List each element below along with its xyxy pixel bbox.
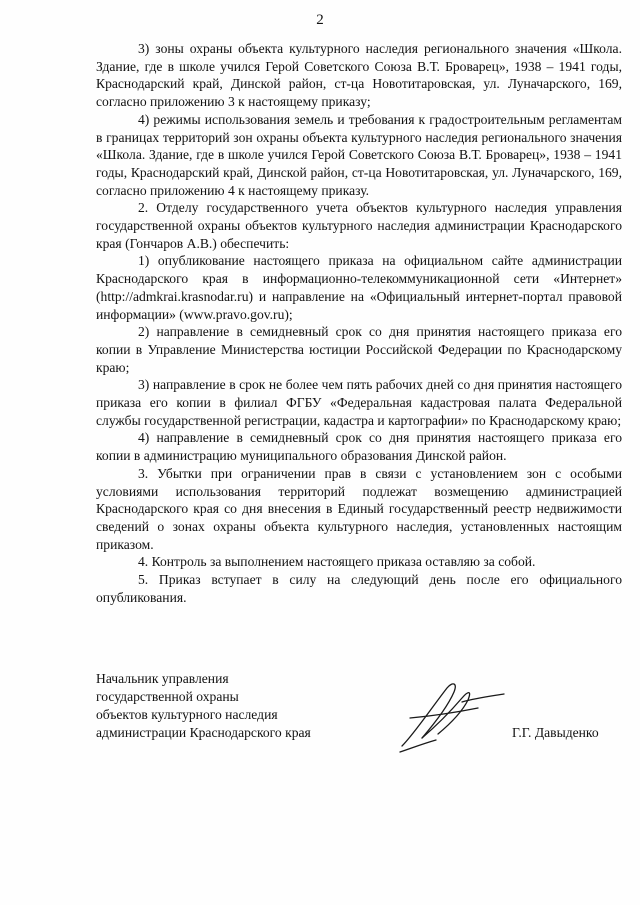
document-body xyxy=(96,40,622,607)
paragraph-publication: 1) опубликование настоящего приказа на официальном сайте администрации Краснодарского края в информационно-телекоммуникационной сети «Интернет» (http://admkrai.krasnodar.ru) и направление на «Официальный интернет-портал правовой информации» (www.pravo.gov.ru); xyxy=(96,253,622,322)
paragraph-justice-ministry: 2) направление в семидневный срок со дня принятия настоящего приказа его копии в Управление Министерства юстиции Российской Федерации по Краснодарскому краю; xyxy=(96,324,622,375)
paragraph-control: 4. Контроль за выполнением настоящего приказа оставляю за собой. xyxy=(138,554,536,570)
signer-title-line: Начальник управления xyxy=(96,671,229,686)
paragraph-land-use-regimes: 4) режимы использования земель и требования к градостроительным регламентам в границах территорий зон охраны объекта культурного наследия регионального значения «Школа. Здание, где в школе учился Герой Советского Союза В.Т. Броварец», 1938 – 1941 годы, Краснодарский край, Динской район, ст-ца Новотитаровская, ул. Луначарского, 169, согласно приложению 4 к настоящему приказу. xyxy=(96,111,622,198)
signature-block xyxy=(96,670,622,750)
signer-title-line: объектов культурного наследия xyxy=(96,707,278,722)
paragraph-municipal-administration: 4) направление в семидневный срок со дня принятия настоящего приказа его копии в администрацию муниципального образования Динской район. xyxy=(96,430,622,464)
signer-name: Г.Г. Давыденко xyxy=(512,725,599,740)
handwritten-signature-icon xyxy=(392,676,507,756)
signer-title-line: государственной охраны xyxy=(96,689,239,704)
paragraph-cadastral-chamber: 3) направление в срок не более чем пять рабочих дней со дня принятия настоящего приказа его копии в филиал ФГБУ «Федеральная кадастровая палата Федеральной службы государственной регистрации, кадастра и картографии» по Краснодарскому краю; xyxy=(96,377,622,428)
paragraph-losses-compensation: 3. Убытки при ограничении прав в связи с установлением зон с особыми условиями использования территорий подлежат возмещению администрацией Краснодарского края со дня внесения в Единый государственный реестр недвижимости сведений о зонах охраны объекта культурного наследия, установленных настоящим приказом. xyxy=(96,465,622,552)
signer-title-line: администрации Краснодарского края xyxy=(96,725,311,740)
paragraph-department-tasks: 2. Отделу государственного учета объектов культурного наследия управления государственной охраны объектов культурного наследия администрации Краснодарского края (Гончаров А.В.) обеспечить: xyxy=(96,200,622,251)
paragraph-entry-into-force: 5. Приказ вступает в силу на следующий день после его официального опубликования. xyxy=(96,572,622,605)
page-number: 2 xyxy=(316,12,324,28)
signer-title xyxy=(96,670,356,742)
paragraph-zones: 3) зоны охраны объекта культурного наследия регионального значения «Школа. Здание, где в школе учился Герой Советского Союза В.Т. Броварец», 1938 – 1941 годы, Краснодарский край, Динской район, ст-ца Новотитаровская, ул. Луначарского, 169, согласно приложению 3 к настоящему приказу; xyxy=(96,41,622,110)
